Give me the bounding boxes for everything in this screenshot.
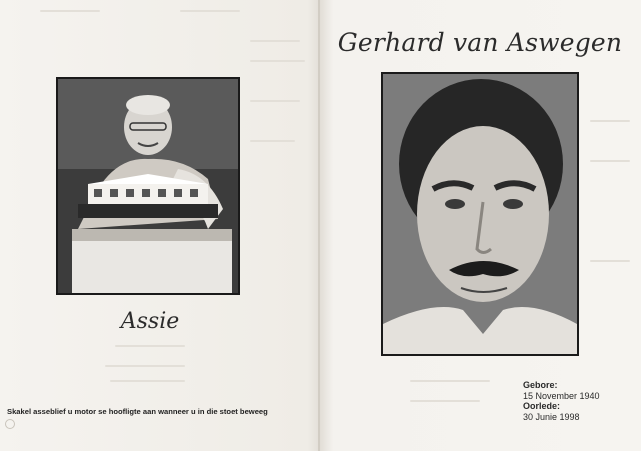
page-fold: [318, 0, 320, 451]
portrait-photo: [381, 72, 579, 356]
bleed-through: [250, 60, 305, 62]
born-label: Gebore:: [523, 380, 558, 390]
bleed-through: [180, 10, 240, 12]
bleed-through: [105, 365, 185, 367]
bleed-through: [590, 260, 630, 262]
born-date: 15 November 1940: [523, 390, 600, 401]
bleed-through: [410, 400, 480, 402]
bleed-through: [40, 10, 100, 12]
bleed-through: [110, 380, 185, 382]
nickname-photo: [56, 77, 240, 295]
portrait-with-model-house: [58, 79, 238, 293]
headlights-notice: Skakel asseblief u motor se hoofligte aan wanneer u in die stoet beweeg: [7, 407, 268, 416]
bleed-through: [115, 345, 185, 347]
life-dates: [523, 380, 600, 422]
bleed-through: [250, 140, 295, 142]
bleed-through: [590, 160, 630, 162]
nickname-caption: Assie: [120, 309, 180, 334]
bleed-through: [250, 100, 300, 102]
portrait: [383, 74, 577, 354]
died-date: 30 Junie 1998: [523, 411, 580, 422]
bleed-through: [590, 120, 630, 122]
died-label: Oorlede:: [523, 401, 561, 411]
bleed-through: [410, 380, 490, 382]
bleed-through: [250, 40, 300, 42]
deceased-name: Gerhard van Aswegen: [337, 28, 623, 57]
page-mark: [5, 419, 15, 429]
